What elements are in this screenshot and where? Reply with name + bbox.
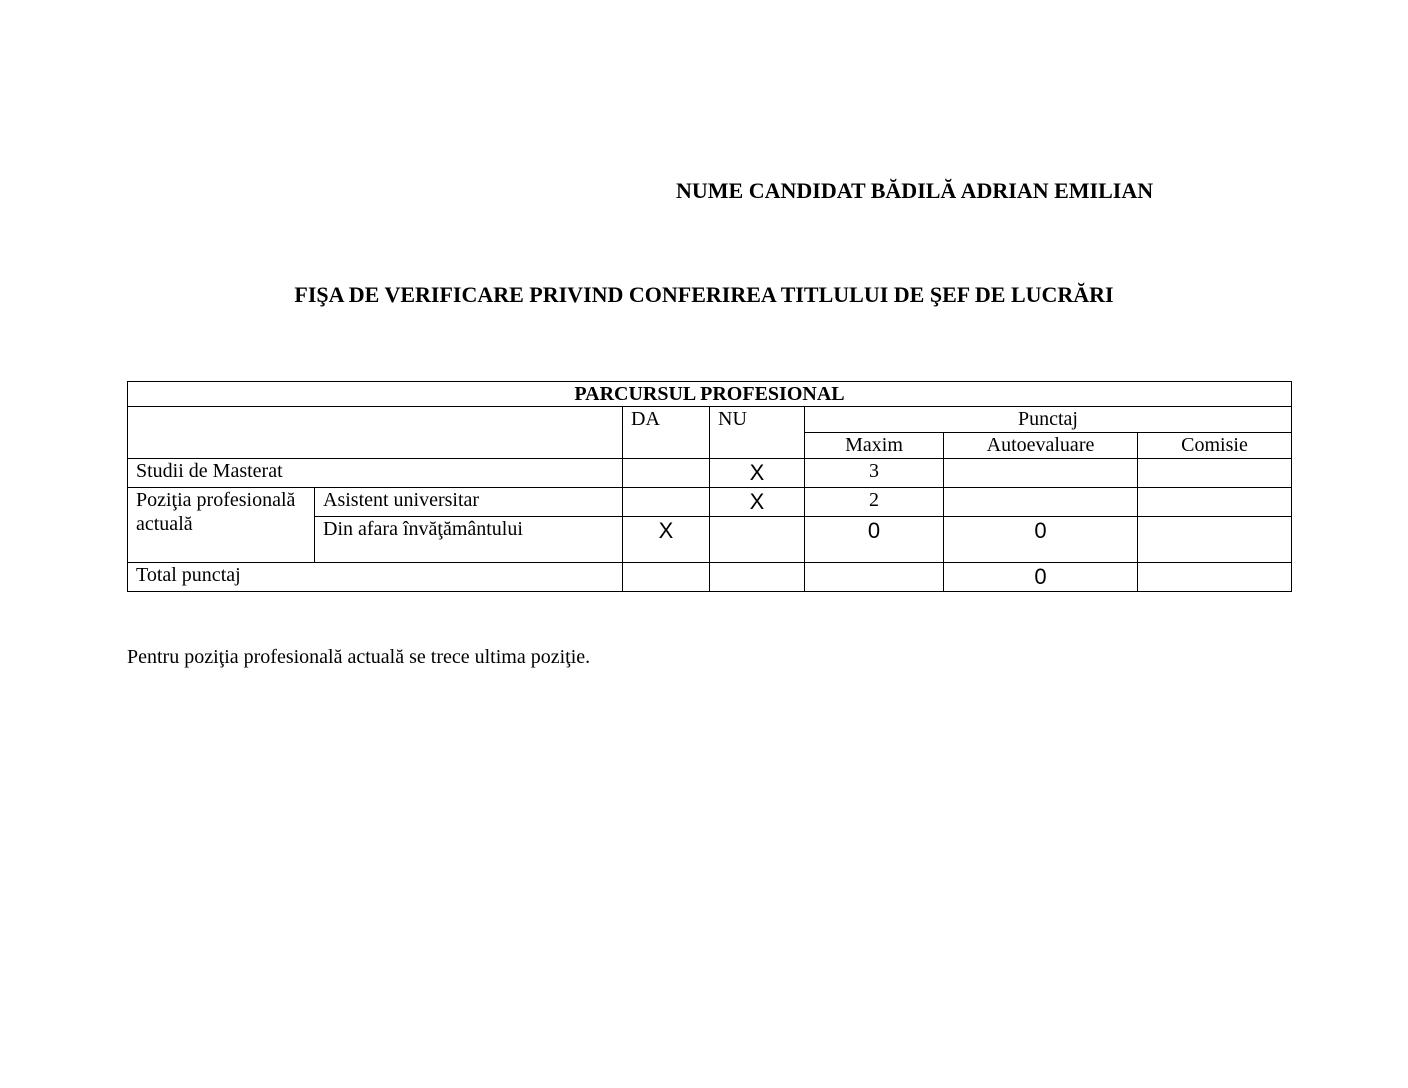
cell-afara-maxim: 0 bbox=[805, 517, 944, 563]
header-comisie: Comisie bbox=[1138, 433, 1292, 459]
cell-afara-autoevaluare: 0 bbox=[944, 517, 1138, 563]
cell-total-autoevaluare: 0 bbox=[944, 563, 1138, 592]
cell-asistent-da bbox=[623, 488, 710, 517]
row-group-label-pozitia: Poziţia profesională actuală bbox=[128, 488, 315, 563]
row-label-afara: Din afara învăţământului bbox=[315, 517, 623, 563]
header-punctaj: Punctaj bbox=[805, 407, 1292, 433]
cell-asistent-nu: X bbox=[710, 488, 805, 517]
header-maxim: Maxim bbox=[805, 433, 944, 459]
table-row-asistent bbox=[128, 488, 1292, 517]
row-label-total: Total punctaj bbox=[128, 563, 623, 592]
cell-asistent-maxim: 2 bbox=[805, 488, 944, 517]
header-autoevaluare: Autoevaluare bbox=[944, 433, 1138, 459]
cell-afara-comisie bbox=[1138, 517, 1292, 563]
row-label-asistent: Asistent universitar bbox=[315, 488, 623, 517]
header-nu: NU bbox=[710, 407, 805, 459]
cell-studii-da bbox=[623, 459, 710, 488]
section-title-row bbox=[128, 382, 1292, 407]
cell-total-comisie bbox=[1138, 563, 1292, 592]
cell-total-da bbox=[623, 563, 710, 592]
cell-afara-nu bbox=[710, 517, 805, 563]
cell-afara-da: X bbox=[623, 517, 710, 563]
cell-total-maxim bbox=[805, 563, 944, 592]
table-row-studii bbox=[128, 459, 1292, 488]
document-title: FIŞA DE VERIFICARE PRIVIND CONFERIREA TITLULUI DE ŞEF DE LUCRĂRI bbox=[294, 282, 1114, 307]
cell-asistent-comisie bbox=[1138, 488, 1292, 517]
header-empty-cell bbox=[128, 407, 623, 459]
cell-studii-maxim: 3 bbox=[805, 459, 944, 488]
header-da: DA bbox=[623, 407, 710, 459]
verification-table bbox=[127, 381, 1292, 592]
section-title: PARCURSUL PROFESIONAL bbox=[128, 382, 1292, 407]
candidate-name: NUME CANDIDAT BĂDILĂ ADRIAN EMILIAN bbox=[676, 178, 1154, 203]
header-row-1 bbox=[128, 407, 1292, 433]
table-row-total bbox=[128, 563, 1292, 592]
footer-note: Pentru poziţia profesională actuală se trece ultima poziţie. bbox=[127, 646, 591, 668]
cell-studii-autoevaluare bbox=[944, 459, 1138, 488]
cell-total-nu bbox=[710, 563, 805, 592]
row-label-studii: Studii de Masterat bbox=[128, 459, 623, 488]
cell-asistent-autoevaluare bbox=[944, 488, 1138, 517]
cell-studii-nu: X bbox=[710, 459, 805, 488]
cell-studii-comisie bbox=[1138, 459, 1292, 488]
